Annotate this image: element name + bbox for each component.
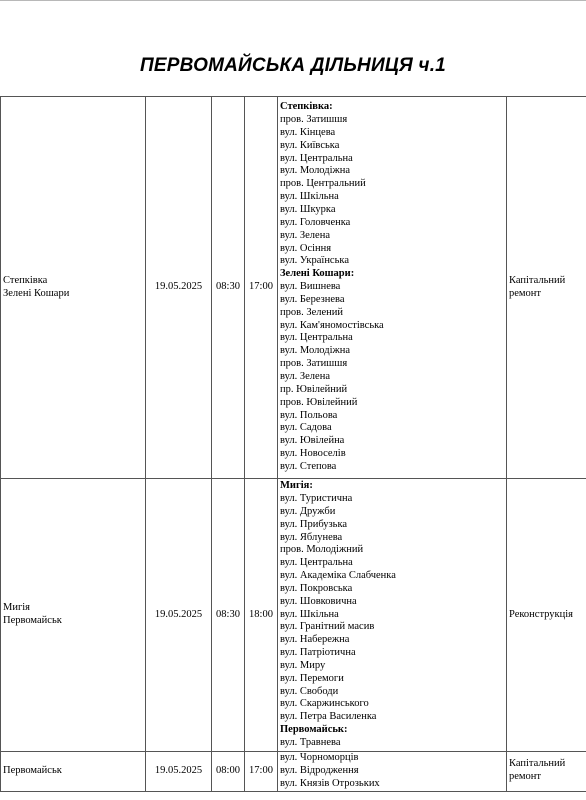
street-item: вул. Шкільна	[280, 608, 339, 620]
street-item: вул. Київська	[280, 139, 340, 151]
streets-cell	[278, 479, 507, 752]
work-type-text: ремонт	[509, 771, 542, 783]
street-item: пров. Затишшя	[280, 358, 348, 370]
street-item: вул. Головченка	[280, 216, 351, 228]
street-item: вул. Центральна	[280, 332, 353, 344]
schedule-table-body	[1, 97, 586, 792]
locality-group-heading: Зелені Кошари:	[280, 268, 355, 280]
top-border-line	[0, 0, 586, 1]
street-item: вул. Новоселів	[280, 448, 346, 460]
work-type-cell	[507, 752, 586, 792]
streets-cell	[278, 97, 507, 479]
street-item: вул. Шкурка	[280, 204, 336, 216]
street-item: вул. Українська	[280, 255, 349, 267]
street-item: вул. Набережна	[280, 634, 350, 646]
page-title: ПЕРВОМАЙСЬКА ДІЛЬНИЦЯ ч.1	[140, 55, 446, 76]
work-type-cell	[507, 97, 586, 479]
work-type-text: Капітальний	[509, 758, 566, 770]
start-time-cell: 08:30	[212, 97, 245, 479]
street-item: вул. Яблунева	[280, 531, 343, 543]
street-item: пр. Ювілейний	[280, 383, 348, 395]
date-cell: 19.05.2025	[146, 97, 212, 479]
street-item: вул. Князів Отрозьких	[280, 777, 380, 789]
schedule-table	[0, 96, 586, 792]
street-item: вул. Свободи	[280, 685, 339, 697]
street-item: вул. Туристична	[280, 492, 353, 504]
street-item: вул. Відродження	[280, 764, 359, 776]
locality-name: Степківка	[3, 274, 48, 286]
street-item: вул. Покровська	[280, 582, 353, 594]
locality-name: Первомайськ	[3, 764, 62, 776]
street-item: вул. Кінцева	[280, 126, 336, 138]
street-item: вул. Центральна	[280, 152, 353, 164]
work-type-text: Капітальний	[509, 274, 566, 286]
locality-cell	[1, 752, 146, 792]
table-row	[1, 97, 586, 479]
start-time-cell: 08:30	[212, 479, 245, 752]
street-item: пров. Молодіжний	[280, 544, 364, 556]
street-item: вул. Миру	[280, 659, 326, 671]
date-cell: 19.05.2025	[146, 752, 212, 792]
end-time-cell: 17:00	[245, 97, 278, 479]
locality-group-heading: Степківка:	[280, 101, 333, 113]
street-item: вул. Молодіжна	[280, 345, 351, 357]
street-item: вул. Вишнева	[280, 281, 341, 293]
street-item: пров. Центральний	[280, 178, 366, 190]
street-item: вул. Зелена	[280, 370, 330, 382]
street-item: вул. Ювілейна	[280, 435, 345, 447]
street-item: вул. Молодіжна	[280, 165, 351, 177]
street-item: вул. Патріотична	[280, 647, 356, 659]
street-item: вул. Степова	[280, 460, 337, 472]
locality-cell	[1, 97, 146, 479]
streets-cell	[278, 752, 507, 792]
locality-cell	[1, 479, 146, 752]
street-item: вул. Дружби	[280, 505, 336, 517]
street-item: вул. Кам'яномостівська	[280, 319, 384, 331]
street-item: вул. Травнева	[280, 737, 341, 749]
work-type-cell	[507, 479, 586, 752]
street-item: вул. Зелена	[280, 229, 330, 241]
street-item: вул. Осіння	[280, 242, 332, 254]
street-item: вул. Чорноморців	[280, 752, 359, 763]
street-item: пров. Ювілейний	[280, 396, 358, 408]
street-item: пров. Зелений	[280, 306, 344, 318]
street-item: вул. Скаржинського	[280, 698, 369, 710]
street-item: вул. Академіка Слабченка	[280, 570, 396, 582]
locality-name: Зелені Кошари	[3, 287, 70, 299]
table-row	[1, 752, 586, 792]
work-type-text: Реконструкція	[509, 608, 574, 620]
locality-name: Мигія	[3, 602, 31, 614]
street-item: вул. Гранітний масив	[280, 621, 375, 633]
street-item: вул. Шовковична	[280, 595, 357, 607]
table-row	[1, 479, 586, 752]
end-time-cell: 17:00	[245, 752, 278, 792]
street-item: вул. Шкільна	[280, 191, 339, 203]
street-item: вул. Прибузька	[280, 518, 348, 530]
street-item: вул. Березнева	[280, 293, 345, 305]
street-item: вул. Перемоги	[280, 672, 344, 684]
date-cell: 19.05.2025	[146, 479, 212, 752]
end-time-cell: 18:00	[245, 479, 278, 752]
locality-name: Первомайськ	[3, 615, 62, 626]
street-item: пров. Затишшя	[280, 114, 348, 126]
locality-group-heading: Мигія:	[280, 480, 313, 492]
street-item: вул. Польова	[280, 409, 338, 421]
street-item: вул. Садова	[280, 422, 332, 434]
street-item: вул. Петра Василенка	[280, 711, 377, 723]
street-item: вул. Центральна	[280, 557, 353, 569]
work-type-text: ремонт	[509, 287, 542, 299]
start-time-cell: 08:00	[212, 752, 245, 792]
locality-group-heading: Первомайськ:	[280, 724, 348, 736]
